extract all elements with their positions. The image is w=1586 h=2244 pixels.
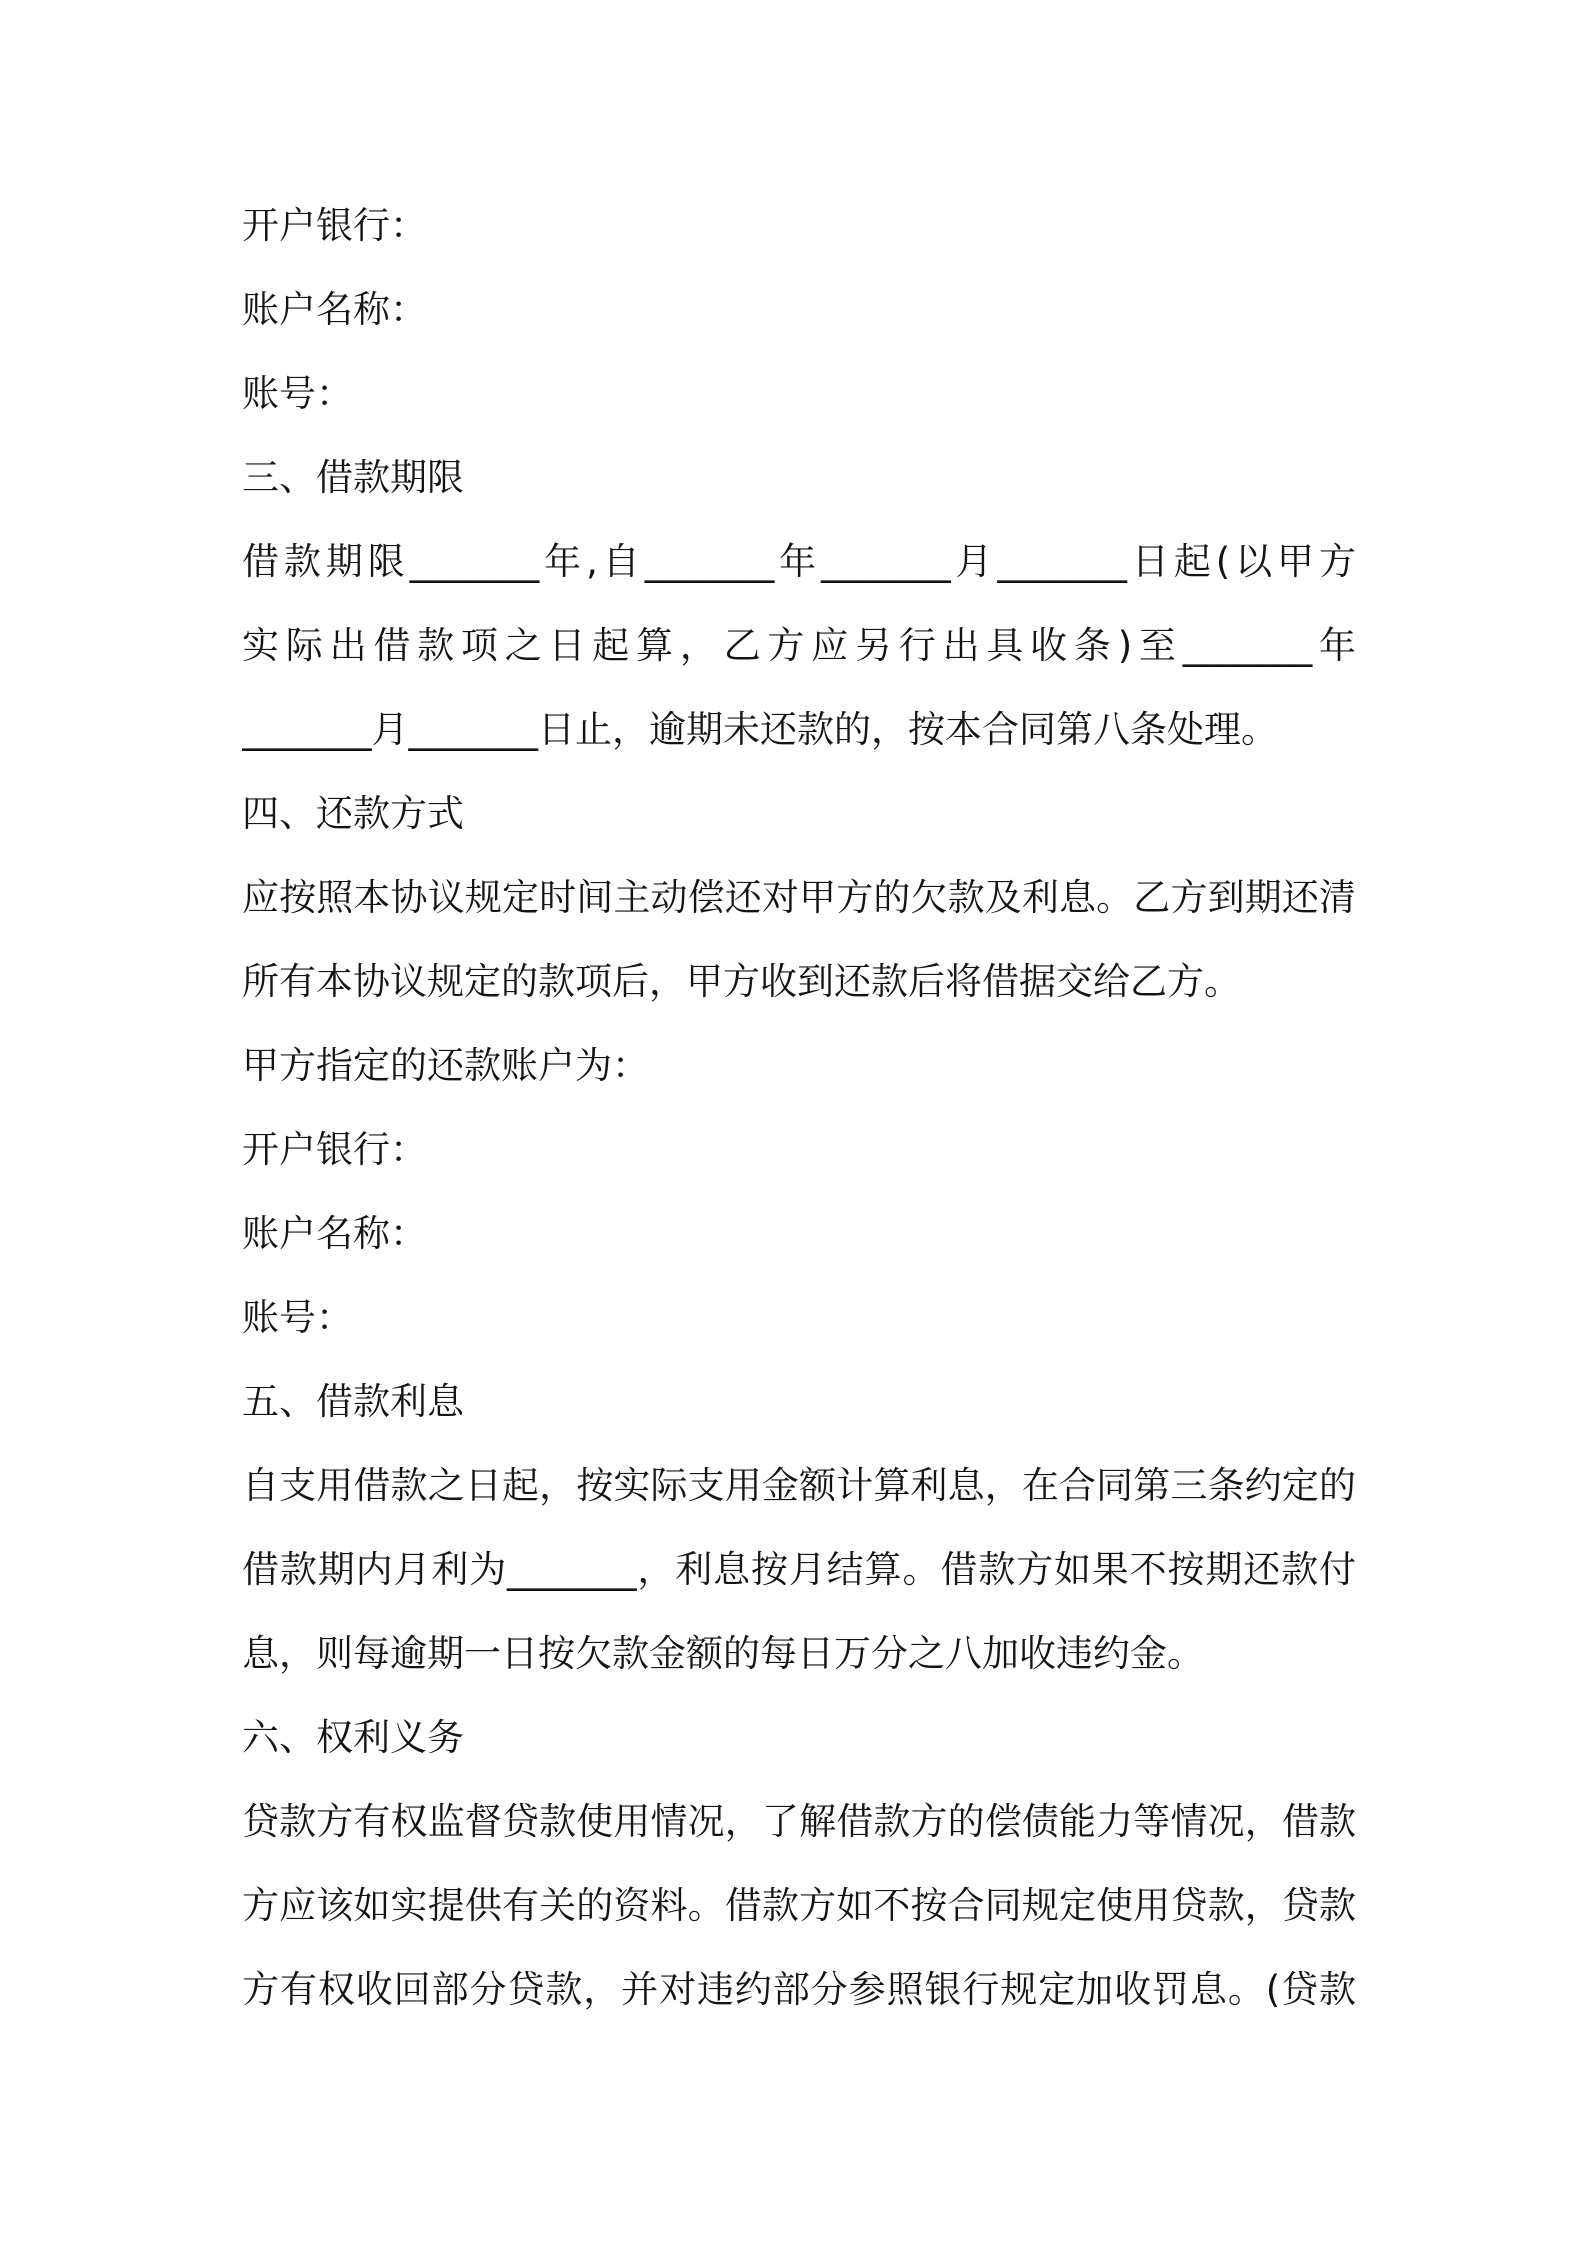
account-name-label: 账户名称： — [242, 288, 427, 331]
paragraph-line: 方有权收回部分贷款，并对违约部分参照银行规定加收罚息。(贷款 — [242, 1968, 1356, 2011]
paragraph-line: 所有本协议规定的款项后，甲方收到还款后将借据交给乙方。 — [242, 960, 1241, 1003]
document-page — [242, 184, 1356, 2032]
paragraph-line: _______月_______日止，逾期未还款的，按本合同第八条处理。 — [242, 708, 1278, 751]
paragraph-line: 息，则每逾期一日按欠款金额的每日万分之八加收违约金。 — [242, 1632, 1204, 1675]
section-heading-loan-interest: 五、借款利息 — [242, 1380, 464, 1423]
paragraph-line: 贷款方有权监督贷款使用情况，了解借款方的偿债能力等情况，借款 — [242, 1800, 1356, 1843]
repayment-account-intro: 甲方指定的还款账户为： — [242, 1044, 649, 1087]
paragraph-line: 借款期内月利为_______，利息按月结算。借款方如果不按期还款付 — [242, 1548, 1356, 1591]
bank-label: 开户银行： — [242, 1128, 427, 1171]
paragraph-line: 借款期限_______年,自_______年_______月_______日起(以甲方 — [242, 540, 1356, 583]
bank-label: 开户银行： — [242, 204, 427, 247]
section-heading-rights-obligations: 六、权利义务 — [242, 1716, 464, 1759]
paragraph-line: 实际出借款项之日起算，乙方应另行出具收条)至_______年 — [242, 624, 1356, 667]
section-heading-repayment-method: 四、还款方式 — [242, 792, 464, 835]
account-number-label: 账号： — [242, 372, 353, 415]
paragraph-line: 方应该如实提供有关的资料。借款方如不按合同规定使用贷款，贷款 — [242, 1884, 1356, 1927]
section-heading-loan-term: 三、借款期限 — [242, 456, 464, 499]
paragraph-line: 自支用借款之日起，按实际支用金额计算利息，在合同第三条约定的 — [242, 1464, 1356, 1507]
account-number-label: 账号： — [242, 1296, 353, 1339]
paragraph-line: 应按照本协议规定时间主动偿还对甲方的欠款及利息。乙方到期还清 — [242, 876, 1356, 919]
account-name-label: 账户名称： — [242, 1212, 427, 1255]
